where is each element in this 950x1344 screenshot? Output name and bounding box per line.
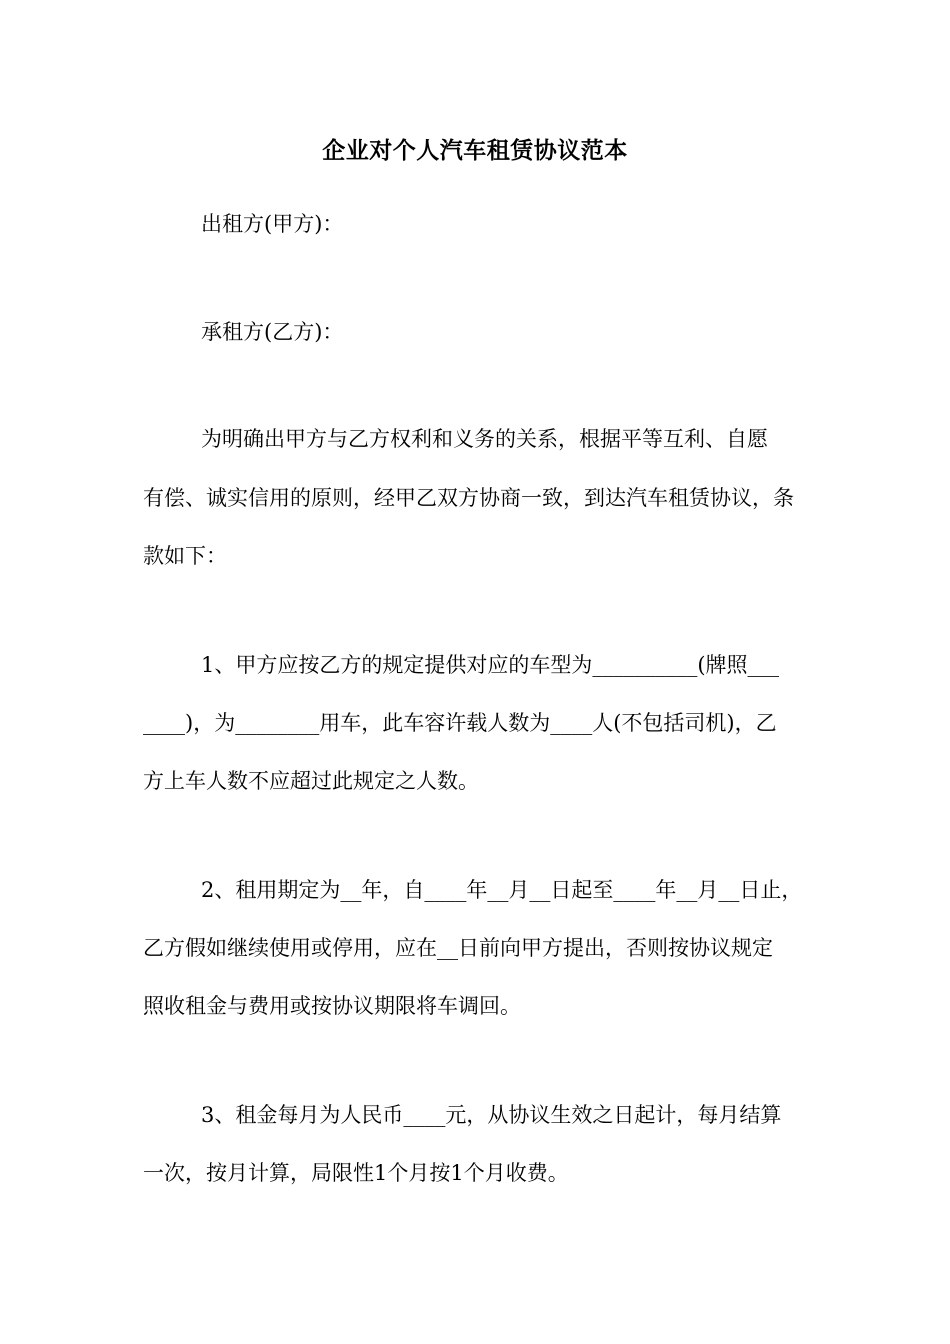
clause-2-line-2: 乙方假如继续使用或停用，应在__日前向甲方提出，否则按协议规定: [143, 936, 773, 960]
clause-1-line-2: ____)，为________用车，此车容许载人数为____人(不包括司机)，乙: [143, 711, 777, 735]
clause-2-line-1: 2、租用期定为__年，自____年__月__日起至____年__月__日止，: [201, 878, 803, 902]
clause-3-line-1: 3、租金每月为人民币____元，从协议生效之日起计，每月结算: [201, 1103, 782, 1127]
preamble-line-1: 为明确出甲方与乙方权利和义务的关系，根据平等互利、自愿: [201, 427, 768, 451]
lessor-label: 出租方(甲方)：: [201, 212, 344, 236]
clause-2-line-3: 照收租金与费用或按协议期限将车调回。: [143, 994, 521, 1018]
preamble-line-2: 有偿、诚实信用的原则，经甲乙双方协商一致，到达汽车租赁协议，条: [143, 486, 794, 510]
document-title: 企业对个人汽车租赁协议范本: [322, 137, 628, 164]
clause-1-line-3: 方上车人数不应超过此规定之人数。: [143, 769, 479, 793]
lessee-label: 承租方(乙方)：: [201, 320, 344, 344]
clause-1-line-1: 1、甲方应按乙方的规定提供对应的车型为__________(牌照___: [201, 653, 780, 677]
preamble-line-3: 款如下：: [143, 544, 227, 568]
clause-3-line-2: 一次，按月计算，局限性1个月按1个月收费。: [143, 1161, 569, 1185]
